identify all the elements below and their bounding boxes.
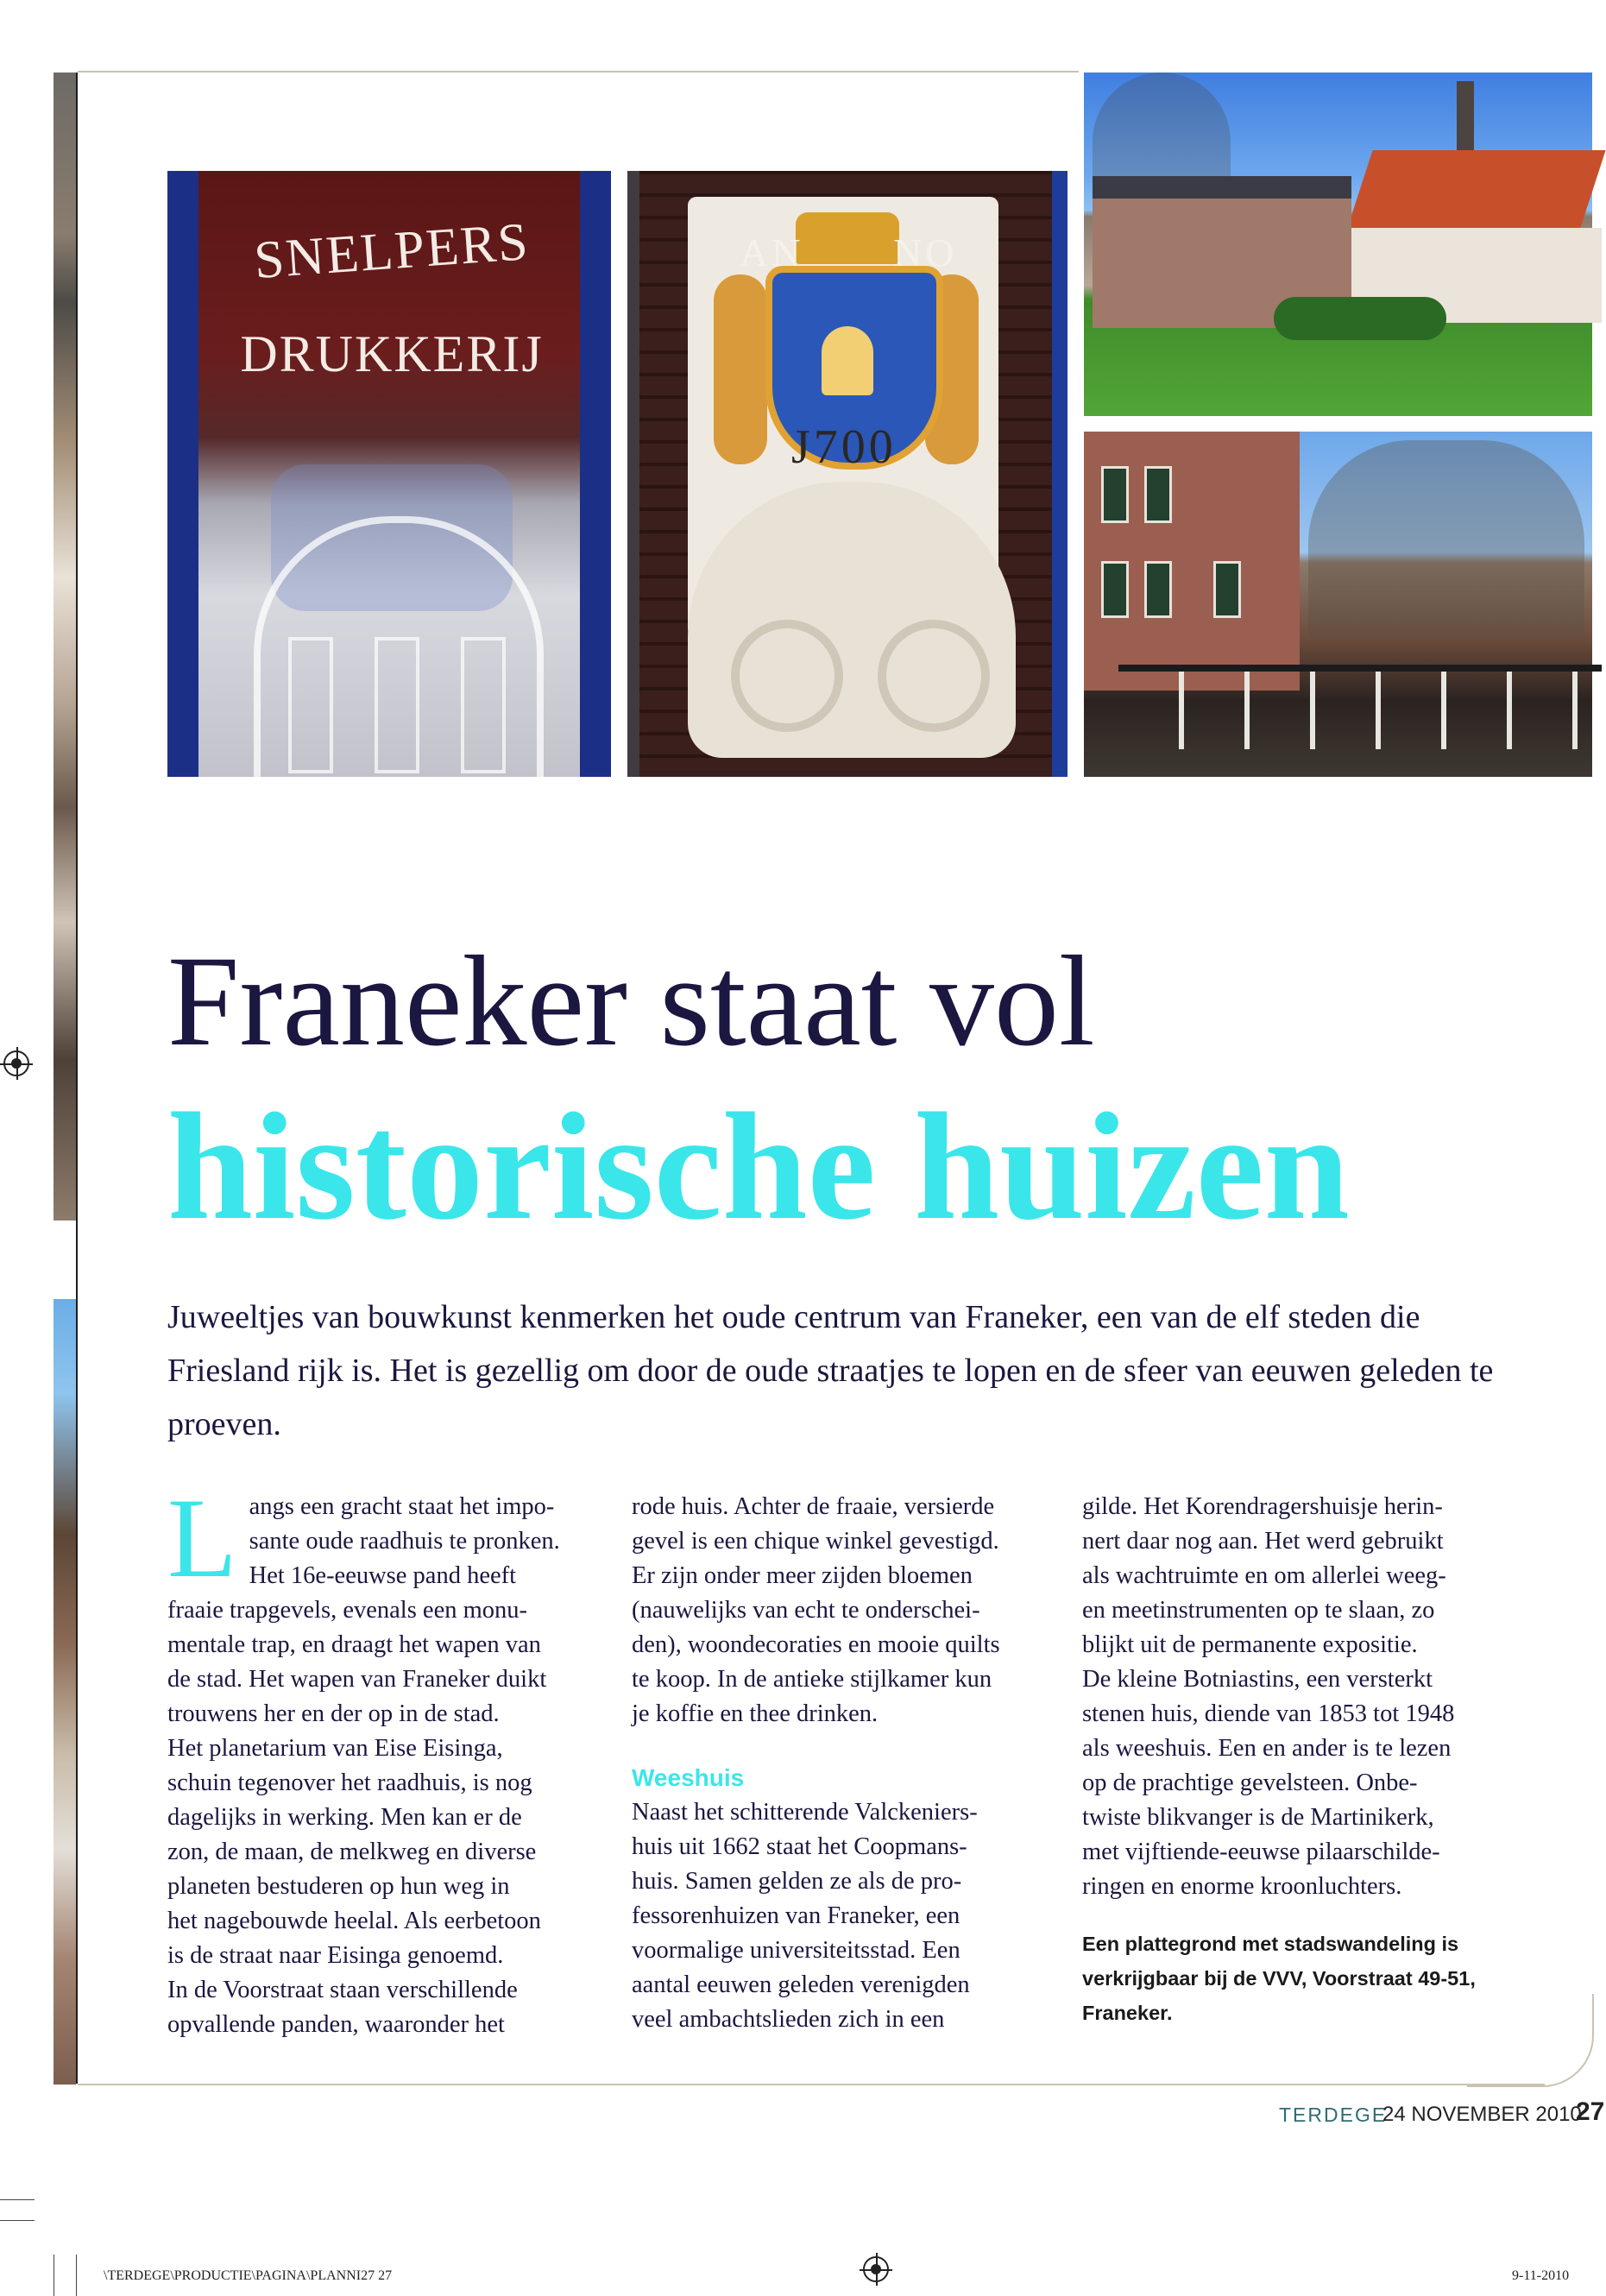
- text-line: veel ambachtslieden zich in een: [632, 2006, 945, 2033]
- crop-mark: [0, 2220, 35, 2221]
- text-line: met vijftiende-eeuwse pilaarschilde-: [1082, 1839, 1440, 1865]
- left-edge-photo-strip: [54, 73, 76, 1221]
- text-line: blijkt uit de permanente expositie.: [1082, 1631, 1418, 1658]
- text-line: aantal eeuwen geleden verenigden: [632, 1971, 970, 1998]
- body-column-3: [1082, 1490, 1514, 2030]
- text-line: te koop. In de antieke stijlkamer kun: [632, 1666, 992, 1693]
- text-line: dagelijks in werking. Men kan er de: [167, 1804, 522, 1831]
- text-line: angs een gracht staat het impo-: [249, 1493, 555, 1520]
- text-line: Er zijn onder meer zijden bloemen: [632, 1562, 973, 1589]
- text-line: De kleine Botniastins, een versterkt: [1082, 1666, 1433, 1693]
- subhead-weeshuis: Weeshuis: [632, 1764, 745, 1791]
- text-line: Het planetarium van Eise Eisinga,: [167, 1735, 503, 1762]
- text-line: opvallende panden, waaronder het: [167, 2011, 505, 2038]
- text-line: mentale trap, en draagt het wapen van: [167, 1631, 541, 1658]
- text-line: In de Voorstraat staan verschillende: [167, 1977, 518, 2003]
- text-line: verkrijgbaar bij de VVV, Voorstraat 49-51,: [1082, 1967, 1476, 1990]
- column-2-text-b: [632, 1795, 1063, 2037]
- text-line: gilde. Het Korendragershuisje herin-: [1082, 1493, 1443, 1520]
- text-line: als weeshuis. Een en ander is te lezen: [1082, 1735, 1452, 1762]
- gable-stone-year: J700: [791, 420, 897, 474]
- sign-text-line2: DRUKKERIJ: [240, 325, 544, 382]
- text-line: je koffie en thee drinken.: [632, 1700, 879, 1727]
- text-line: trouwens her en der op in de stad.: [167, 1700, 500, 1727]
- text-line: (nauwelijks van echt te onderschei-: [632, 1597, 980, 1624]
- text-line: fraaie trapgevels, evenals een monu-: [167, 1597, 528, 1624]
- text-line: rode huis. Achter de fraaie, versierde: [632, 1493, 995, 1520]
- headline-line2: historische huizen: [167, 1081, 1350, 1252]
- text-line: voormalige universiteitsstad. Een: [632, 1937, 960, 1964]
- photo-gable-stone-coat-of-arms: [627, 171, 1068, 777]
- slug-file-path: \TERDEGE\PRODUCTIE\PAGINA\PLANNI27 27: [104, 2268, 393, 2283]
- body-column-2: [632, 1490, 1063, 2037]
- body-column-1: [167, 1474, 599, 2042]
- crop-mark: [76, 2255, 77, 2296]
- text-line: huis. Samen gelden ze als de pro-: [632, 1868, 962, 1895]
- text-line: zon, de maan, de melkweg en diverse: [167, 1839, 537, 1865]
- text-line: schuin tegenover het raadhuis, is nog: [167, 1769, 532, 1796]
- photo-snelpers-drukkerij-window: [167, 171, 611, 777]
- intro-paragraph: Juweeltjes van bouwkunst kenmerken het oude centrum van Franeker, een van de elf steden die Friesland rijk is. Het is gezellig om door de oude straatjes te lopen en de sfeer van eeuwen geleden te proeven.: [167, 1299, 1494, 1442]
- sign-text-line1: SNELPERS: [252, 211, 532, 291]
- photo-courtyard-houses: [1084, 73, 1592, 416]
- text-line: Een plattegrond met stadswandeling is: [1082, 1933, 1459, 1955]
- panel-frame-top: [78, 71, 1079, 73]
- text-line: planeten bestuderen op hun weg in: [167, 1873, 510, 1900]
- vvv-info-note: [1082, 1927, 1514, 2030]
- text-line: huis uit 1662 staat het Coopmans-: [632, 1833, 967, 1860]
- text-line: fessorenhuizen van Franeker, een: [632, 1902, 960, 1929]
- drop-cap: L: [167, 1474, 237, 1601]
- photo-canal-street: [1084, 432, 1592, 777]
- text-line: gevel is een chique winkel gevestigd.: [632, 1528, 999, 1555]
- headline-line1: Franeker staat vol: [167, 930, 1095, 1073]
- text-line: sante oude raadhuis te pronken.: [249, 1528, 560, 1555]
- text-line: Franeker.: [1082, 2002, 1173, 2024]
- text-line: Naast het schitterende Valckeniers-: [632, 1799, 978, 1826]
- text-line: twiste blikvanger is de Martinikerk,: [1082, 1804, 1434, 1831]
- left-edge-photo-strip-lower: [54, 1299, 76, 2085]
- text-line: stenen huis, diende van 1853 tot 1948: [1082, 1700, 1455, 1727]
- column-3-text: [1082, 1490, 1514, 1904]
- folio-page-number: 27: [1576, 2097, 1605, 2126]
- text-line: als wachtruimte en om allerlei weeg-: [1082, 1562, 1446, 1589]
- registration-mark-left: [3, 1050, 29, 1076]
- gable-stone-anno-right: NO: [893, 230, 958, 274]
- slug-date: 9-11-2010: [1512, 2268, 1570, 2283]
- crop-mark: [0, 2199, 35, 2200]
- text-line: nert daar nog aan. Het werd gebruikt: [1082, 1528, 1444, 1555]
- text-line: is de straat naar Eisinga genoemd.: [167, 1942, 504, 1969]
- text-line: en meetinstrumenten op te slaan, zo: [1082, 1597, 1435, 1624]
- gable-stone-anno-left: AN: [740, 230, 804, 274]
- registration-mark-bottom: [863, 2256, 889, 2282]
- column-2-text-a: [632, 1490, 1063, 1731]
- text-line: op de prachtige gevelsteen. Onbe-: [1082, 1769, 1418, 1796]
- folio-magazine-name: TERDEGE: [1279, 2104, 1388, 2126]
- text-line: het nagebouwde heelal. Als eerbetoon: [167, 1908, 541, 1934]
- panel-frame-left: [76, 73, 78, 2084]
- text-line: de stad. Het wapen van Franeker duikt: [167, 1666, 547, 1693]
- panel-frame-bottom: [78, 2084, 1545, 2085]
- text-line: Het 16e-eeuwse pand heeft: [249, 1562, 517, 1589]
- text-line: den), woondecoraties en mooie quilts: [632, 1631, 1000, 1658]
- folio-date: 24 NOVEMBER 2010: [1382, 2103, 1582, 2126]
- text-line: ringen en enorme kroonluchters.: [1082, 1873, 1402, 1900]
